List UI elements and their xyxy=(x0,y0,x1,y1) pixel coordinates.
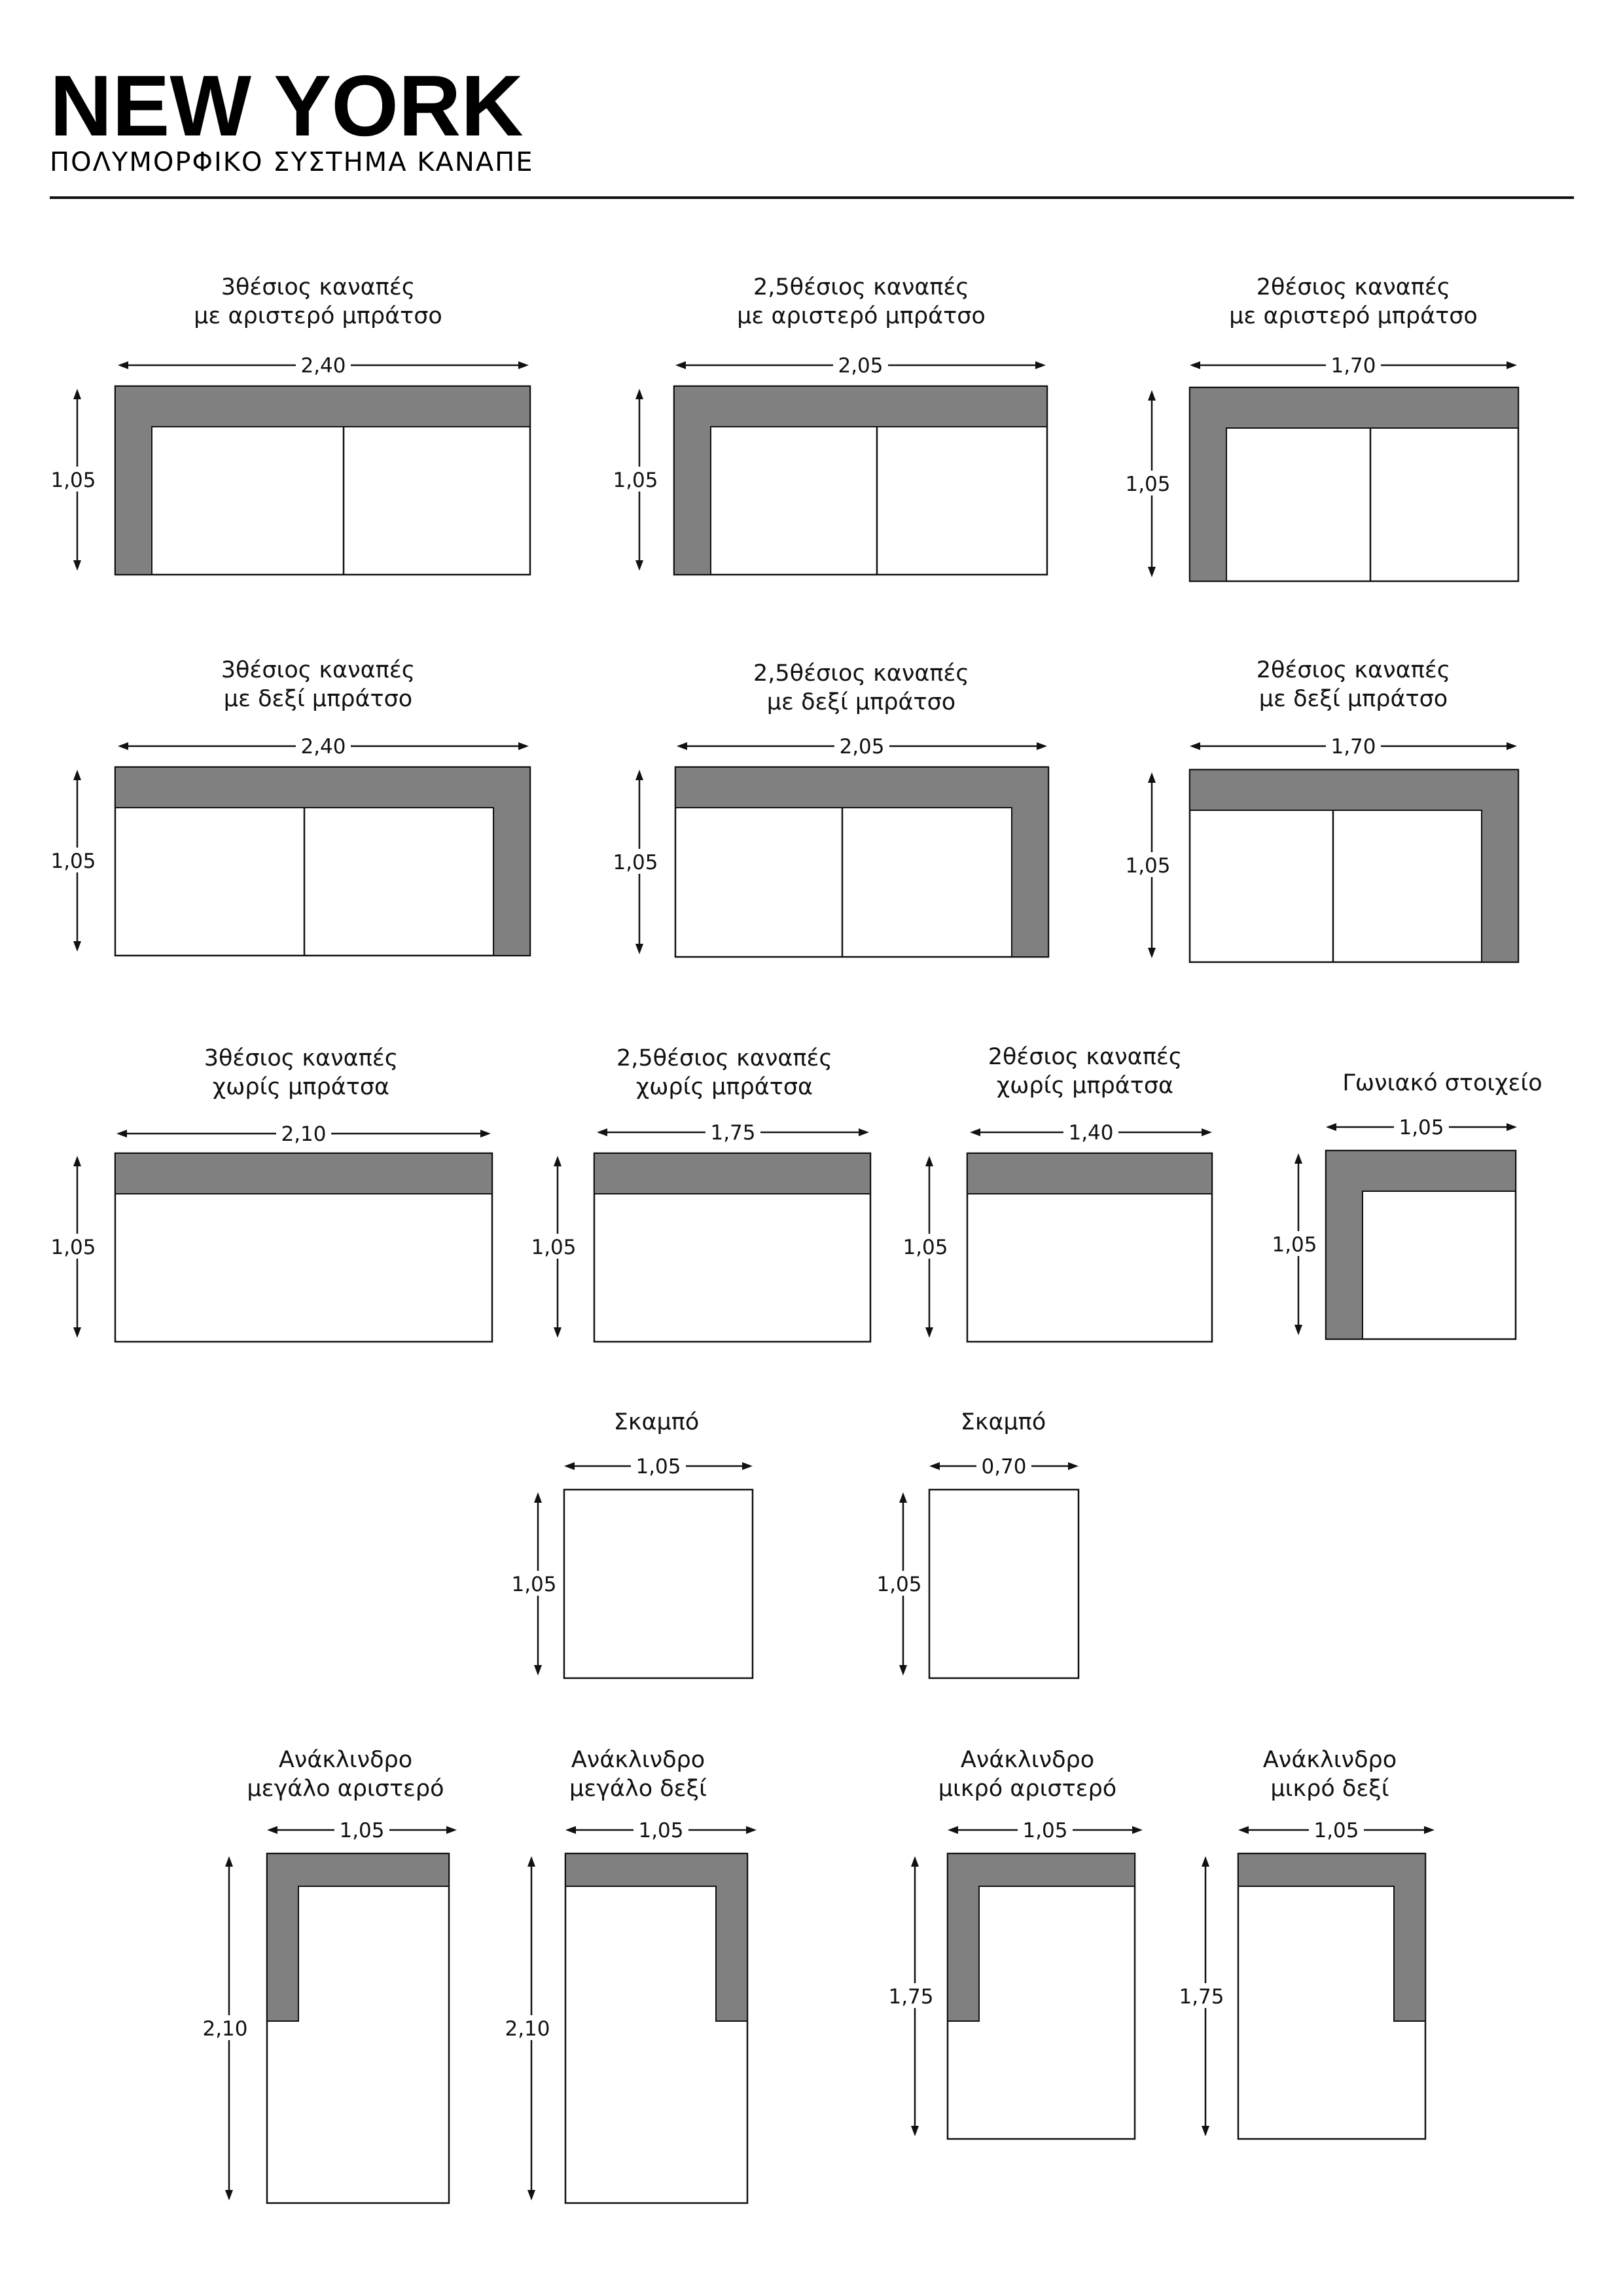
depth-dimension-arrowhead-top xyxy=(1294,1153,1302,1164)
depth-dimension-label: 1,05 xyxy=(1272,1233,1317,1257)
module-caption-line: Ανάκλινδρο xyxy=(571,1747,705,1773)
width-dimension-label: 1,05 xyxy=(635,1455,681,1479)
module-caption-line: Ανάκλινδρο xyxy=(1262,1747,1397,1773)
depth-dimension-arrowhead-top xyxy=(73,770,81,780)
width-dimension-label: 0,70 xyxy=(981,1455,1027,1479)
width-dimension-arrowhead-right xyxy=(1035,361,1046,369)
depth-dimension-arrowhead-top xyxy=(635,389,643,399)
width-dimension-arrowhead-right xyxy=(859,1128,869,1136)
width-dimension-arrowhead-left xyxy=(677,742,687,750)
width-dimension-arrowhead-right xyxy=(746,1826,757,1834)
width-dimension-arrowhead-right xyxy=(1202,1128,1212,1136)
module-corner xyxy=(1269,1070,1543,1339)
depth-dimension-label: 1,05 xyxy=(902,1236,948,1259)
depth-dimension-label: 1,05 xyxy=(1125,473,1171,496)
depth-dimension-arrowhead-top xyxy=(1148,390,1156,401)
width-dimension-arrowhead-left xyxy=(565,1826,576,1834)
width-dimension-arrowhead-right xyxy=(480,1130,491,1138)
module-caption-line: 3θέσιος καναπές xyxy=(221,274,416,300)
module-caption-line: μικρό δεξί xyxy=(1270,1776,1389,1802)
upholstery-back-arm xyxy=(594,1153,870,1194)
module-outline xyxy=(929,1490,1079,1678)
depth-dimension-label: 1,05 xyxy=(876,1573,922,1596)
depth-dimension-arrowhead-top xyxy=(554,1156,562,1166)
module-caption-line: 2,5θέσιος καναπές xyxy=(753,660,969,687)
module-caption-line: 3θέσιος καναπές xyxy=(204,1045,399,1071)
width-dimension-label: 2,40 xyxy=(300,735,346,759)
width-dimension-arrowhead-right xyxy=(1068,1462,1079,1470)
width-dimension-arrowhead-right xyxy=(1507,1123,1517,1131)
module-caption-line: 2,5θέσιος καναπές xyxy=(616,1045,832,1071)
depth-dimension-label: 2,10 xyxy=(505,2017,550,2041)
depth-dimension-arrowhead-bottom xyxy=(635,944,643,954)
depth-dimension-arrowhead-bottom xyxy=(925,1327,933,1338)
module-caption-line: Ανάκλινδρο xyxy=(278,1747,413,1773)
width-dimension-arrowhead-left xyxy=(597,1128,607,1136)
depth-dimension-arrowhead-bottom xyxy=(911,2126,919,2136)
depth-dimension-arrowhead-bottom xyxy=(554,1327,562,1338)
width-dimension-arrowhead-right xyxy=(518,742,529,750)
module-caption-line: μεγάλο αριστερό xyxy=(247,1776,444,1802)
module-sofa2-noarm xyxy=(900,1044,1212,1342)
module-caption-line: μικρό αριστερό xyxy=(938,1776,1117,1802)
depth-dimension-arrowhead-top xyxy=(1202,1856,1209,1867)
width-dimension-arrowhead-left xyxy=(118,742,128,750)
width-dimension-arrowhead-right xyxy=(1037,742,1047,750)
width-dimension-label: 1,75 xyxy=(710,1121,756,1145)
depth-dimension-arrowhead-bottom xyxy=(73,1327,81,1338)
module-outline xyxy=(564,1490,753,1678)
depth-dimension-label: 1,05 xyxy=(50,469,96,492)
width-dimension-label: 1,40 xyxy=(1068,1121,1114,1145)
depth-dimension-label: 1,05 xyxy=(1125,854,1171,878)
depth-dimension-arrowhead-bottom xyxy=(527,2190,535,2200)
depth-dimension-arrowhead-bottom xyxy=(635,560,643,571)
depth-dimension-arrowhead-top xyxy=(73,1156,81,1166)
depth-dimension-arrowhead-bottom xyxy=(1148,948,1156,958)
width-dimension-arrowhead-left xyxy=(1190,361,1200,369)
width-dimension-arrowhead-right xyxy=(1132,1826,1143,1834)
module-caption-line: χωρίς μπράτσα xyxy=(212,1074,390,1100)
module-sofa3-right xyxy=(48,657,530,956)
width-dimension-arrowhead-left xyxy=(1190,742,1200,750)
module-chaise-small-right xyxy=(1176,1747,1435,2139)
module-caption-line: Σκαμπό xyxy=(613,1409,700,1435)
width-dimension-arrowhead-right xyxy=(446,1826,457,1834)
module-caption-line: με δεξί μπράτσο xyxy=(223,686,413,712)
depth-dimension-arrowhead-top xyxy=(527,1856,535,1867)
depth-dimension-arrowhead-top xyxy=(534,1492,542,1503)
depth-dimension-arrowhead-top xyxy=(635,770,643,780)
module-caption-line: 2θέσιος καναπές xyxy=(1256,657,1451,683)
upholstery-back-arm xyxy=(115,1153,492,1194)
depth-dimension-arrowhead-top xyxy=(899,1492,907,1503)
width-dimension-arrowhead-right xyxy=(1507,742,1517,750)
width-dimension-label: 2,10 xyxy=(281,1122,327,1146)
depth-dimension-label: 2,10 xyxy=(202,2017,248,2041)
module-sofa2-right xyxy=(1122,657,1518,962)
page-subtitle: ΠΟΛΥΜΟΡΦΙΚΟ ΣΥΣΤΗΜΑ ΚΑΝΑΠΕ xyxy=(50,147,534,177)
width-dimension-arrowhead-left xyxy=(1326,1123,1336,1131)
module-caption-line: 2θέσιος καναπές xyxy=(1256,274,1451,300)
depth-dimension-label: 1,75 xyxy=(1179,1985,1224,2009)
depth-dimension-label: 1,05 xyxy=(50,850,96,873)
width-dimension-arrowhead-right xyxy=(1424,1826,1435,1834)
width-dimension-label: 1,70 xyxy=(1330,354,1376,378)
width-dimension-label: 1,05 xyxy=(638,1819,684,1842)
module-sofa25-left xyxy=(610,274,1047,575)
width-dimension-arrowhead-left xyxy=(970,1128,980,1136)
width-dimension-arrowhead-left xyxy=(267,1826,277,1834)
module-caption-line: 2θέσιος καναπές xyxy=(988,1044,1183,1070)
module-sofa25-noarm xyxy=(528,1045,870,1342)
module-chaise-large-right xyxy=(502,1747,757,2203)
module-caption-line: 2,5θέσιος καναπές xyxy=(753,274,969,300)
depth-dimension-label: 1,05 xyxy=(511,1573,557,1596)
depth-dimension-arrowhead-bottom xyxy=(73,560,81,571)
module-caption-line: 3θέσιος καναπές xyxy=(221,657,416,683)
depth-dimension-arrowhead-bottom xyxy=(225,2190,233,2200)
module-caption-line: χωρίς μπράτσα xyxy=(996,1073,1174,1099)
module-sofa3-noarm xyxy=(48,1045,492,1342)
depth-dimension-arrowhead-top xyxy=(73,389,81,399)
module-caption-line: Ανάκλινδρο xyxy=(960,1747,1095,1773)
module-caption-line: μεγάλο δεξί xyxy=(569,1776,707,1802)
width-dimension-arrowhead-left xyxy=(116,1130,127,1138)
module-sofa25-right xyxy=(610,660,1048,957)
width-dimension-label: 1,05 xyxy=(1313,1819,1359,1842)
depth-dimension-arrowhead-top xyxy=(225,1856,233,1867)
width-dimension-arrowhead-left xyxy=(564,1462,575,1470)
width-dimension-arrowhead-right xyxy=(518,361,529,369)
width-dimension-label: 1,05 xyxy=(339,1819,385,1842)
module-caption-line: με δεξί μπράτσο xyxy=(1258,686,1448,712)
module-sofa2-left xyxy=(1122,274,1518,581)
module-caption-line: με αριστερό μπράτσο xyxy=(194,303,442,329)
module-caption-line: με αριστερό μπράτσο xyxy=(1229,303,1478,329)
depth-dimension-arrowhead-bottom xyxy=(73,941,81,952)
depth-dimension-label: 1,05 xyxy=(50,1236,96,1259)
module-caption-line: Γωνιακό στοιχείο xyxy=(1342,1070,1543,1096)
width-dimension-label: 2,05 xyxy=(838,354,883,378)
module-sofa3-left xyxy=(48,274,530,575)
module-caption-line: χωρίς μπράτσα xyxy=(635,1074,813,1100)
width-dimension-arrowhead-left xyxy=(1238,1826,1249,1834)
width-dimension-arrowhead-left xyxy=(118,361,128,369)
width-dimension-label: 1,05 xyxy=(1399,1116,1444,1139)
depth-dimension-arrowhead-bottom xyxy=(1294,1325,1302,1335)
depth-dimension-arrowhead-bottom xyxy=(534,1665,542,1676)
width-dimension-label: 2,05 xyxy=(839,735,885,759)
depth-dimension-label: 1,75 xyxy=(888,1985,934,2009)
page-title: NEW YORK xyxy=(50,58,524,154)
width-dimension-arrowhead-left xyxy=(948,1826,958,1834)
depth-dimension-arrowhead-bottom xyxy=(1148,567,1156,577)
module-chaise-large-left xyxy=(200,1747,457,2203)
depth-dimension-arrowhead-top xyxy=(925,1156,933,1166)
width-dimension-label: 1,05 xyxy=(1022,1819,1068,1842)
width-dimension-arrowhead-left xyxy=(929,1462,940,1470)
module-ottoman-large xyxy=(508,1409,753,1678)
module-ottoman-small xyxy=(874,1409,1079,1678)
depth-dimension-arrowhead-top xyxy=(911,1856,919,1867)
width-dimension-arrowhead-left xyxy=(675,361,686,369)
depth-dimension-label: 1,05 xyxy=(613,851,658,874)
module-chaise-small-left xyxy=(885,1747,1143,2139)
module-caption-line: με δεξί μπράτσο xyxy=(766,689,956,715)
modules-group xyxy=(48,274,1543,2203)
depth-dimension-label: 1,05 xyxy=(613,469,658,492)
width-dimension-arrowhead-right xyxy=(742,1462,753,1470)
module-caption-line: Σκαμπό xyxy=(960,1409,1046,1435)
depth-dimension-arrowhead-bottom xyxy=(899,1665,907,1676)
width-dimension-label: 2,40 xyxy=(300,354,346,378)
depth-dimension-arrowhead-top xyxy=(1148,772,1156,783)
width-dimension-label: 1,70 xyxy=(1330,735,1376,759)
width-dimension-arrowhead-right xyxy=(1507,361,1517,369)
upholstery-back-arm xyxy=(967,1153,1212,1194)
depth-dimension-label: 1,05 xyxy=(531,1236,577,1259)
module-caption-line: με αριστερό μπράτσο xyxy=(737,303,986,329)
depth-dimension-arrowhead-bottom xyxy=(1202,2126,1209,2136)
